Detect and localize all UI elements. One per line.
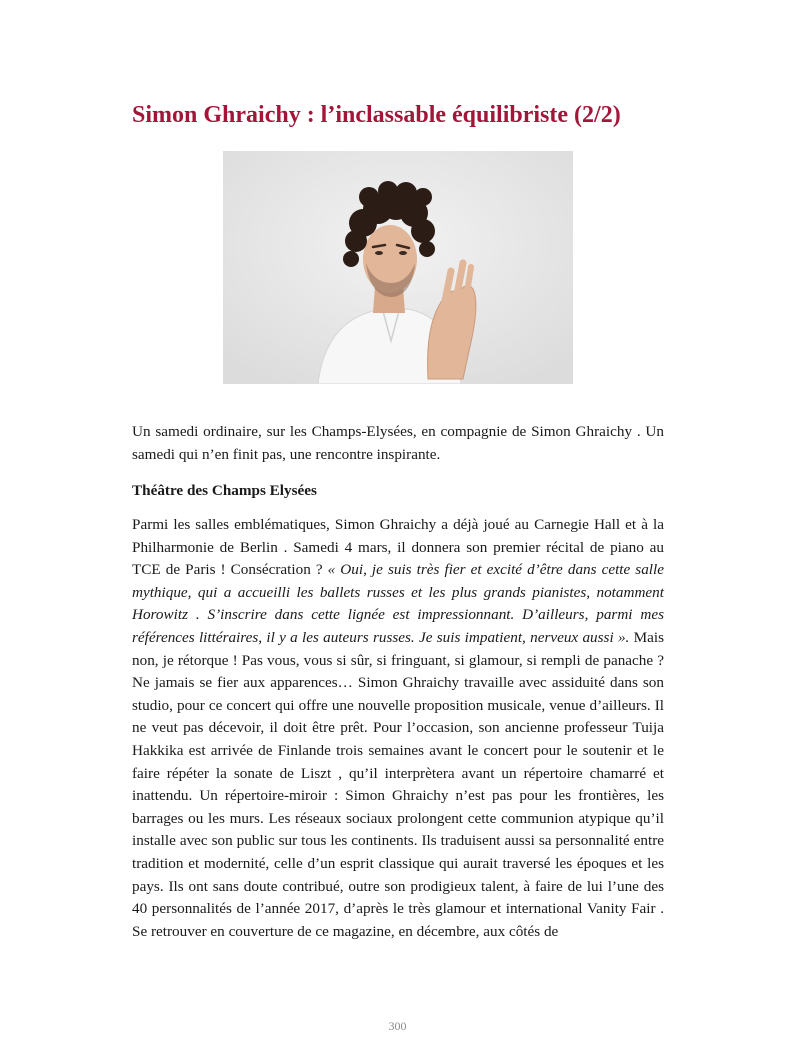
portrait-illustration — [223, 151, 573, 384]
portrait-photo — [223, 151, 573, 384]
body-text-part2: Mais non, je rétorque ! Pas vous, vous si sûr, si fringuant, si glamour, si rempli de panache ? Ne jamais se fier aux apparences… Simon Ghraichy travaille avec assiduité dans son studio, pour ce concert qui offre une nouvelle proposition musicale, venue d’ailleurs. Il ne veut pas décevoir, il doit être prêt. Pour l’occasion, son ancienne professeur Tuija Hakkika est arrivée de Finlande trois semaines avant le concert pour le soutenir et le faire répéter la sonate de Liszt , qu’il interprètera avant un répertoire chamarré et inattendu. Un répertoire-miroir : Simon Ghraichy n’est pas pour les frontières, les barrages ou les murs. Les réseaux sociaux prolongent cette communion atypique qu’il installe avec son public sur tous les continents. Ils traduisent aussi sa personnalité entre tradition et modernité, celle d’un esprit classique qui aurait traversé les époques et les pays. Ils ont sans doute contribué, outre son prodigieux talent, à faire de lui l’une des 40 personnalités de l’année 2017, d’après le très glamour et international Vanity Fair . Se retrouver en couverture de ce magazine, en décembre, aux côtés de — [132, 628, 665, 940]
section-heading: Théâtre des Champs Elysées — [132, 482, 317, 499]
body-quote: « Oui, je suis très fier et excité d’être dans cette salle mythique, qui a accueilli les ballets russes et les plus grands pianistes, notamment Horowitz . S’inscrire dans cette lignée est impressionnant. D’ailleurs, parmi mes références littéraires, il y a les auteurs russes. Je suis impatient, nerveux aussi ». — [132, 561, 664, 646]
page-number: 300 — [388, 1019, 407, 1033]
article-title: Simon Ghraichy : l’inclassable équilibriste (2/2) — [132, 102, 621, 128]
intro-paragraph: Un samedi ordinaire, sur les Champs-Elysées, en compagnie de Simon Ghraichy . Un samedi qui n’en finit pas, une rencontre inspirante. — [132, 423, 664, 463]
body-text-part1: Parmi les salles emblématiques, Simon Ghraichy a déjà joué au Carnegie Hall et à la Philharmonie de Berlin . Samedi 4 mars, il donnera son premier récital de piano au TCE de Paris ! Consécration ? — [132, 516, 664, 579]
body-paragraph — [132, 514, 664, 943]
